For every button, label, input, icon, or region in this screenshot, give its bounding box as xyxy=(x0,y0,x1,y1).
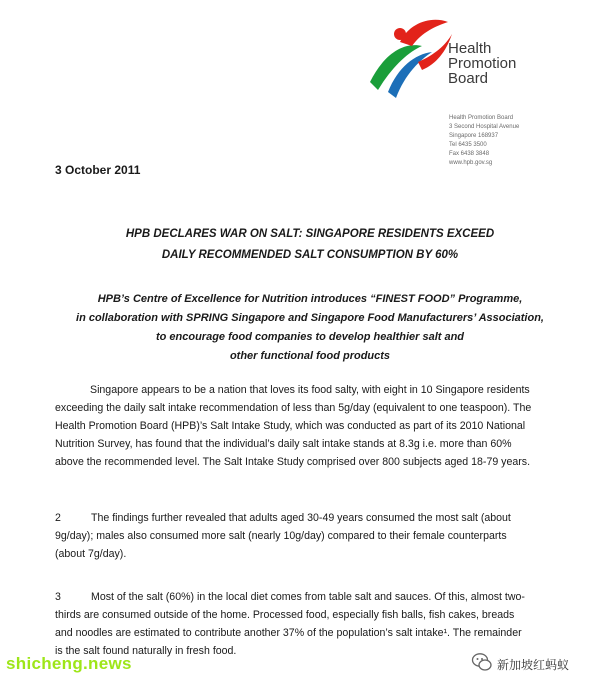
subheadline-line: HPB’s Centre of Excellence for Nutrition introduces “FINEST FOOD” Programme, xyxy=(97,293,523,305)
address-line: www.hpb.gov.sg xyxy=(449,160,493,166)
org-name xyxy=(448,41,516,86)
paragraph-line: Nutrition Survey, has found that the individual’s daily salt intake stands at 8.3g i.e. more than 60% xyxy=(55,438,512,450)
paragraph-3 xyxy=(55,588,570,660)
subheadline-line: other functional food products xyxy=(229,350,391,362)
headline xyxy=(60,224,560,266)
paragraph-line: is the salt found naturally in fresh food. xyxy=(55,645,237,657)
subheadline-line: to encourage food companies to develop healthier salt and xyxy=(155,331,465,343)
document-date: 3 October 2011 xyxy=(55,163,141,177)
address-line: Fax 6438 3848 xyxy=(449,151,490,157)
paragraph-line: Singapore appears to be a nation that loves its food salty, with eight in 10 Singapore residents xyxy=(90,384,530,396)
org-name-line-1: Health xyxy=(448,40,492,57)
address-line: Singapore 168937 xyxy=(449,133,499,139)
paragraph-line: and noodles are estimated to contribute another 37% of the population’s salt intake¹. The remainder xyxy=(55,627,522,639)
address-block xyxy=(449,114,519,168)
org-name-line-2: Promotion xyxy=(448,55,517,72)
headline-line: HPB DECLARES WAR ON SALT: SINGAPORE RESIDENTS EXCEED xyxy=(125,228,495,240)
address-line: 3 Second Hospital Avenue xyxy=(449,124,520,130)
paragraph-line: exceeding the daily salt intake recommendation of less than 5g/day (equivalent to one teaspoon). The xyxy=(55,402,532,414)
org-name-line-3: Board xyxy=(448,70,489,87)
paragraph-line: (about 7g/day). xyxy=(55,548,127,560)
paragraph-line: 9g/day); males also consumed more salt (nearly 10g/day) compared to their female counterparts xyxy=(55,530,507,542)
paragraph-1 xyxy=(55,381,570,471)
paragraph-line: thirds are consumed outside of the home. Processed food, especially fish balls, fish cakes, breads xyxy=(55,609,515,621)
hpb-logo-icon xyxy=(360,12,460,102)
subheadline xyxy=(40,290,580,366)
paragraph-number: 3 xyxy=(55,591,61,603)
address-line: Tel 6435 3500 xyxy=(449,142,487,148)
wechat-icon xyxy=(471,651,493,673)
headline-line: DAILY RECOMMENDED SALT CONSUMPTION BY 60% xyxy=(161,249,459,261)
paragraph-line: 3 Most of the salt (60%) in the local diet comes from table salt and sauces. Of this, almost two- xyxy=(55,588,570,606)
address-line: Health Promotion Board xyxy=(449,115,514,121)
account-watermark: 新加坡红蚂蚁 xyxy=(494,655,572,674)
subheadline-line: in collaboration with SPRING Singapore and Singapore Food Manufacturers’ Association, xyxy=(76,312,544,324)
paragraph-line: 2 The findings further revealed that adults aged 30-49 years consumed the most salt (about xyxy=(55,509,570,527)
site-watermark: shicheng.news xyxy=(6,654,132,673)
paragraph-line: above the recommended level. The Salt Intake Study comprised over 800 subjects aged 18-79 years. xyxy=(55,456,531,468)
paragraph-number: 2 xyxy=(55,512,61,524)
paragraph-2 xyxy=(55,509,570,563)
paragraph-line: Health Promotion Board (HPB)’s Salt Intake Study, which was conducted as part of its 2010 National xyxy=(55,420,526,432)
